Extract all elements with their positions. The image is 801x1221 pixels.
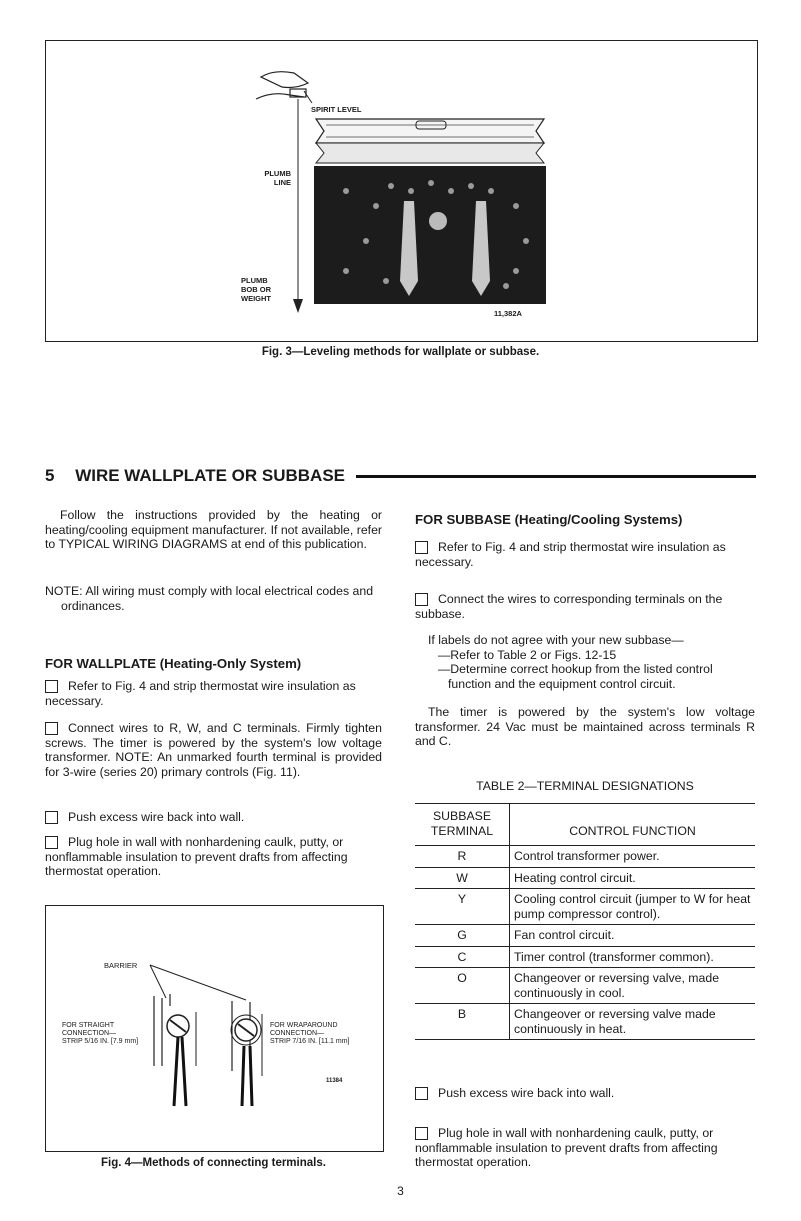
table-row	[415, 968, 755, 1004]
plumb-line-label	[251, 169, 291, 187]
table-header-terminal: SUBBASE TERMINAL	[415, 804, 510, 846]
function-cell: Changeover or reversing valve made continuously in heat.	[510, 1004, 756, 1040]
wrap-connection-label	[270, 1022, 350, 1046]
straight-label-1: FOR STRAIGHT	[62, 1022, 115, 1029]
function-cell: Fan control circuit.	[510, 925, 756, 947]
checkbox[interactable]	[45, 680, 58, 693]
terminal-cell: B	[415, 1004, 510, 1040]
terminal-cell: R	[415, 846, 510, 868]
terminal-cell: O	[415, 968, 510, 1004]
terminal-cell: W	[415, 867, 510, 889]
subbase-step-3-text: Push excess wire back into wall.	[438, 1086, 615, 1100]
function-cell: Changeover or reversing valve, made continuously in cool.	[510, 968, 756, 1004]
terminal-table	[415, 803, 755, 1040]
wrap-label-2: CONNECTION—	[270, 1030, 325, 1037]
subbase-step-1	[415, 540, 755, 569]
function-cell: Control transformer power.	[510, 846, 756, 868]
wallplate-step-2	[45, 721, 382, 779]
checkbox[interactable]	[45, 722, 58, 735]
wallplate-step-2-text: Connect wires to R, W, and C terminals. Firmly tighten screws. The timer is powered by the system's low voltage transformer. NOTE: An unmarked fourth terminal is provided for 3-wire (series 20) primary controls (Fig. 11).	[45, 721, 382, 779]
table-row	[415, 889, 755, 925]
checkbox[interactable]	[415, 541, 428, 554]
wrap-label-3: STRIP 7/16 IN. [11.1 mm]	[270, 1038, 350, 1045]
figure-3-frame	[45, 40, 758, 342]
subbase-step-2-text: Connect the wires to corresponding terminals on the subbase.	[415, 592, 723, 621]
intro-paragraph: Follow the instructions provided by the heating or heating/cooling equipment manufacturer. If not available, refer to TYPICAL WIRING DIAGRAMS at end of this publication.	[45, 508, 383, 551]
table-row	[415, 1004, 755, 1040]
wallplate-step-3-text: Push excess wire back into wall.	[68, 810, 245, 824]
section-title: WIRE WALLPLATE OR SUBBASE	[75, 466, 345, 485]
subbase-step-1-text: Refer to Fig. 4 and strip thermostat wire insulation as necessary.	[415, 540, 726, 569]
table-row	[415, 925, 755, 947]
straight-label-2: CONNECTION—	[62, 1030, 117, 1037]
subbase-heading: FOR SUBBASE (Heating/Cooling Systems)	[415, 512, 683, 527]
plumb-bob-label-2: BOB OR	[241, 285, 271, 294]
terminal-cell: Y	[415, 889, 510, 925]
labels-note-1: If labels do not agree with your new subbase—	[428, 633, 684, 647]
function-cell: Timer control (transformer common).	[510, 946, 756, 968]
wiring-note: NOTE: All wiring must comply with local electrical codes and ordinances.	[45, 584, 374, 613]
spirit-level-label: SPIRIT LEVEL	[311, 105, 362, 114]
table-row	[415, 946, 755, 968]
plumb-line-label-1: PLUMB	[264, 169, 291, 178]
section-number: 5	[45, 466, 55, 485]
figure-3-caption: Fig. 3—Leveling methods for wallplate or subbase.	[261, 346, 540, 358]
plumb-bob-label	[241, 276, 291, 303]
wrap-label-1: FOR WRAPAROUND	[270, 1022, 338, 1029]
figure-3-ref: 11,382A	[494, 309, 522, 318]
labels-note-2: —Refer to Table 2 or Figs. 12-15	[438, 647, 617, 662]
timer-paragraph: The timer is powered by the system's low voltage transformer. 24 Vac must be maintained across terminals R and C.	[415, 705, 755, 748]
wallplate-step-1	[45, 679, 382, 708]
table-header-function: CONTROL FUNCTION	[510, 804, 756, 846]
page-number: 3	[397, 1184, 404, 1198]
figure-4-frame	[45, 905, 384, 1152]
subbase-step-4	[415, 1126, 755, 1170]
figure-4-ref: 11384	[326, 1078, 343, 1084]
function-cell: Cooling control circuit (jumper to W for heat pump compressor control).	[510, 889, 756, 925]
straight-label-3: STRIP 5/16 IN. [7.9 mm]	[62, 1038, 139, 1045]
terminal-cell: C	[415, 946, 510, 968]
wallplate-step-3	[45, 810, 382, 825]
plumb-bob-label-1: PLUMB	[241, 276, 268, 285]
table-title: TABLE 2—TERMINAL DESIGNATIONS	[476, 779, 694, 793]
figure-4-caption: Fig. 4—Methods of connecting terminals.	[101, 1157, 326, 1169]
terminal-cell: G	[415, 925, 510, 947]
plumb-bob-label-3: WEIGHT	[241, 294, 271, 303]
table-row	[415, 867, 755, 889]
figure-3-illustration	[46, 41, 757, 341]
wallplate-step-4	[45, 835, 382, 879]
subbase-step-3	[415, 1086, 755, 1101]
subbase-step-2	[415, 592, 755, 621]
checkbox[interactable]	[45, 811, 58, 824]
plumb-line-label-2: LINE	[273, 178, 291, 187]
checkbox[interactable]	[415, 593, 428, 606]
function-cell: Heating control circuit.	[510, 867, 756, 889]
barrier-label: BARRIER	[104, 961, 138, 970]
labels-note-3: —Determine correct hookup from the listed control function and the equipment control circuit.	[438, 662, 713, 691]
table-row	[415, 846, 755, 868]
subbase-step-4-text: Plug hole in wall with nonhardening caulk, putty, or nonflammable insulation to prevent drafts from affecting thermostat operation.	[415, 1126, 718, 1169]
checkbox[interactable]	[415, 1087, 428, 1100]
checkbox[interactable]	[45, 836, 58, 849]
wallplate-step-1-text: Refer to Fig. 4 and strip thermostat wire insulation as necessary.	[45, 679, 356, 708]
straight-connection-label	[62, 1022, 138, 1046]
wallplate-heading: FOR WALLPLATE (Heating-Only System)	[45, 656, 302, 671]
labels-note	[428, 633, 755, 691]
section-heading	[45, 466, 345, 486]
section-rule	[356, 475, 756, 478]
checkbox[interactable]	[415, 1127, 428, 1140]
wallplate-step-4-text: Plug hole in wall with nonhardening caulk, putty, or nonflammable insulation to prevent drafts from affecting thermostat operation.	[45, 835, 348, 878]
